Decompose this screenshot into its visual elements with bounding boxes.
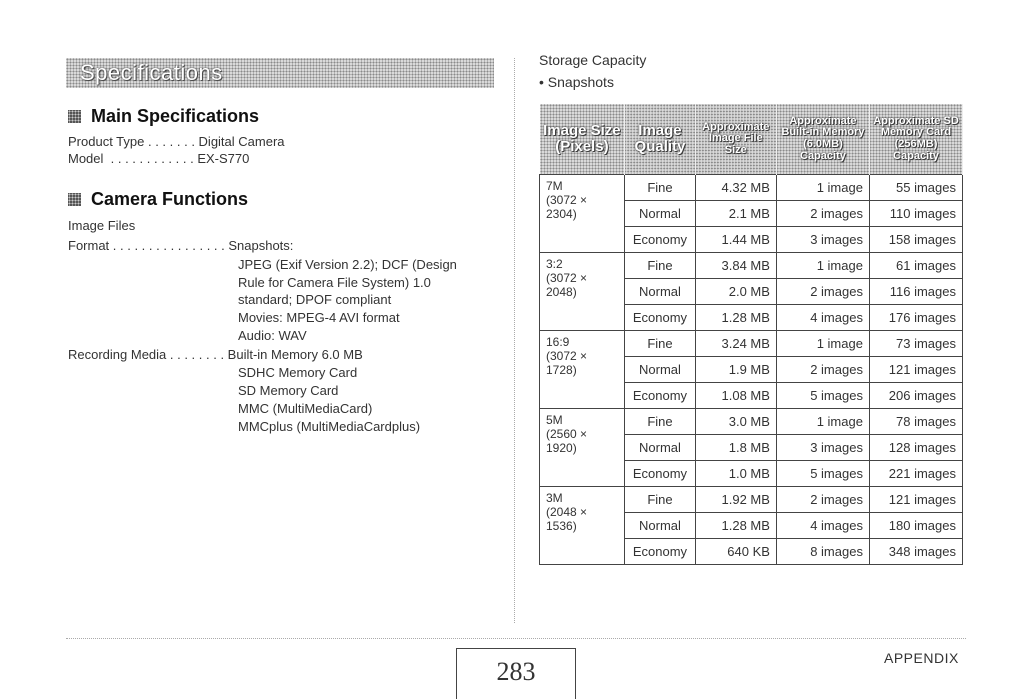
builtin-capacity-cell: 1 image [776, 175, 869, 201]
spec-line: Format . . . . . . . . . . . . . . . . Snapshots: [68, 238, 294, 253]
file-size-cell: 1.0 MB [695, 461, 776, 487]
quality-cell: Economy [625, 461, 695, 487]
sd-capacity-cell: 55 images [869, 175, 962, 201]
file-size-cell: 3.0 MB [695, 409, 776, 435]
file-size-cell: 1.08 MB [695, 383, 776, 409]
spec-line: Model . . . . . . . . . . . . EX-S770 [68, 151, 250, 166]
quality-cell: Fine [625, 253, 695, 279]
file-size-cell: 2.1 MB [695, 201, 776, 227]
sd-capacity-cell: 73 images [869, 331, 962, 357]
file-size-cell: 1.92 MB [695, 487, 776, 513]
image-size-line: 2304) [546, 207, 577, 221]
sd-capacity-cell: 116 images [869, 279, 962, 305]
quality-cell: Fine [625, 409, 695, 435]
section-label: APPENDIX [884, 650, 959, 666]
sd-capacity-cell: 348 images [869, 539, 962, 565]
footer-divider [66, 638, 966, 639]
builtin-capacity-cell: 5 images [776, 383, 869, 409]
file-size-cell: 1.28 MB [695, 305, 776, 331]
quality-cell: Fine [625, 175, 695, 201]
quality-cell: Economy [625, 383, 695, 409]
quality-cell: Normal [625, 435, 695, 461]
image-size-cell [540, 487, 625, 565]
sd-capacity-cell: 128 images [869, 435, 962, 461]
table-row [540, 175, 963, 201]
file-size-cell: 1.28 MB [695, 513, 776, 539]
square-bullet-icon [68, 110, 81, 123]
table-row [540, 409, 963, 435]
spec-line: MMC (MultiMediaCard) [238, 401, 373, 416]
builtin-capacity-cell: 3 images [776, 435, 869, 461]
storage-title: Storage Capacity [539, 52, 647, 68]
square-bullet-icon [68, 193, 81, 206]
quality-cell: Normal [625, 513, 695, 539]
spec-line: Rule for Camera File System) 1.0 [238, 275, 431, 290]
camera-functions-title: Camera Functions [91, 189, 249, 209]
sd-capacity-cell: 121 images [869, 357, 962, 383]
header-file-size: Approximate Image File Size [695, 104, 776, 175]
image-size-cell [540, 331, 625, 409]
builtin-capacity-cell: 2 images [776, 357, 869, 383]
camera-functions-heading [68, 189, 248, 210]
quality-cell: Economy [625, 539, 695, 565]
builtin-capacity-cell: 8 images [776, 539, 869, 565]
image-size-line: 5M [546, 413, 563, 427]
quality-cell: Normal [625, 279, 695, 305]
file-size-cell: 3.84 MB [695, 253, 776, 279]
header-sd-capacity: Approximate SD Memory Card (256MB) Capacity [869, 104, 962, 175]
builtin-capacity-cell: 1 image [776, 409, 869, 435]
image-size-line: (3072 × [546, 193, 588, 207]
quality-cell: Economy [625, 227, 695, 253]
image-size-cell [540, 175, 625, 253]
image-size-cell [540, 409, 625, 487]
spec-line: Recording Media . . . . . . . . Built-in Memory 6.0 MB [68, 347, 363, 362]
image-size-line: 16:9 [546, 335, 570, 349]
banner-title: Specifications [80, 60, 223, 85]
header-image-size: Image Size (Pixels) [540, 104, 625, 175]
spec-line: SD Memory Card [238, 383, 339, 398]
file-size-cell: 1.9 MB [695, 357, 776, 383]
builtin-capacity-cell: 4 images [776, 305, 869, 331]
builtin-capacity-cell: 3 images [776, 227, 869, 253]
image-size-line: (3072 × [546, 271, 588, 285]
sd-capacity-cell: 61 images [869, 253, 962, 279]
snapshots-bullet: • Snapshots [539, 74, 614, 90]
table-header-row [540, 104, 963, 175]
sd-capacity-cell: 78 images [869, 409, 962, 435]
table-row [540, 253, 963, 279]
sd-capacity-cell: 121 images [869, 487, 962, 513]
builtin-capacity-cell: 1 image [776, 331, 869, 357]
builtin-capacity-cell: 2 images [776, 487, 869, 513]
file-size-cell: 2.0 MB [695, 279, 776, 305]
spec-line: Audio: WAV [238, 328, 307, 343]
quality-cell: Normal [625, 201, 695, 227]
column-divider [514, 58, 515, 623]
page-number-box [456, 648, 576, 699]
builtin-capacity-cell: 1 image [776, 253, 869, 279]
main-specs-heading [68, 106, 259, 127]
spec-line: Image Files [68, 218, 136, 233]
builtin-capacity-cell: 2 images [776, 201, 869, 227]
spec-line: JPEG (Exif Version 2.2); DCF (Design [238, 257, 457, 272]
spec-line: SDHC Memory Card [238, 365, 358, 380]
file-size-cell: 3.24 MB [695, 331, 776, 357]
spec-line: Movies: MPEG-4 AVI format [238, 310, 400, 325]
section-banner [66, 58, 494, 88]
file-size-cell: 1.8 MB [695, 435, 776, 461]
image-size-line: (3072 × [546, 349, 588, 363]
image-size-line: 1536) [546, 519, 577, 533]
image-size-line: 3M [546, 491, 563, 505]
builtin-capacity-cell: 5 images [776, 461, 869, 487]
sd-capacity-cell: 206 images [869, 383, 962, 409]
image-size-line: 3:2 [546, 257, 563, 271]
sd-capacity-cell: 158 images [869, 227, 962, 253]
quality-cell: Fine [625, 487, 695, 513]
file-size-cell: 640 KB [695, 539, 776, 565]
sd-capacity-cell: 110 images [869, 201, 962, 227]
image-size-cell [540, 253, 625, 331]
image-size-line: 1920) [546, 441, 577, 455]
file-size-cell: 1.44 MB [695, 227, 776, 253]
table-body [540, 175, 963, 565]
page-number: 283 [496, 657, 536, 686]
spec-line: Product Type . . . . . . . Digital Camera [68, 134, 285, 149]
storage-capacity-table [539, 104, 963, 565]
image-size-line: (2048 × [546, 505, 588, 519]
image-size-line: 7M [546, 179, 563, 193]
sd-capacity-cell: 221 images [869, 461, 962, 487]
builtin-capacity-cell: 2 images [776, 279, 869, 305]
spec-line: MMCplus (MultiMediaCardplus) [238, 419, 421, 434]
spec-line: standard; DPOF compliant [238, 292, 392, 307]
quality-cell: Fine [625, 331, 695, 357]
sd-capacity-cell: 176 images [869, 305, 962, 331]
quality-cell: Economy [625, 305, 695, 331]
table-row [540, 331, 963, 357]
table-row [540, 487, 963, 513]
sd-capacity-cell: 180 images [869, 513, 962, 539]
builtin-capacity-cell: 4 images [776, 513, 869, 539]
image-size-line: 1728) [546, 363, 577, 377]
main-specs-title: Main Specifications [91, 106, 260, 126]
quality-cell: Normal [625, 357, 695, 383]
header-image-quality: Image Quality [625, 104, 695, 175]
file-size-cell: 4.32 MB [695, 175, 776, 201]
header-builtin-capacity: Approximate Built-in Memory (6.0MB) Capacity [776, 104, 869, 175]
image-size-line: (2560 × [546, 427, 588, 441]
image-size-line: 2048) [546, 285, 577, 299]
